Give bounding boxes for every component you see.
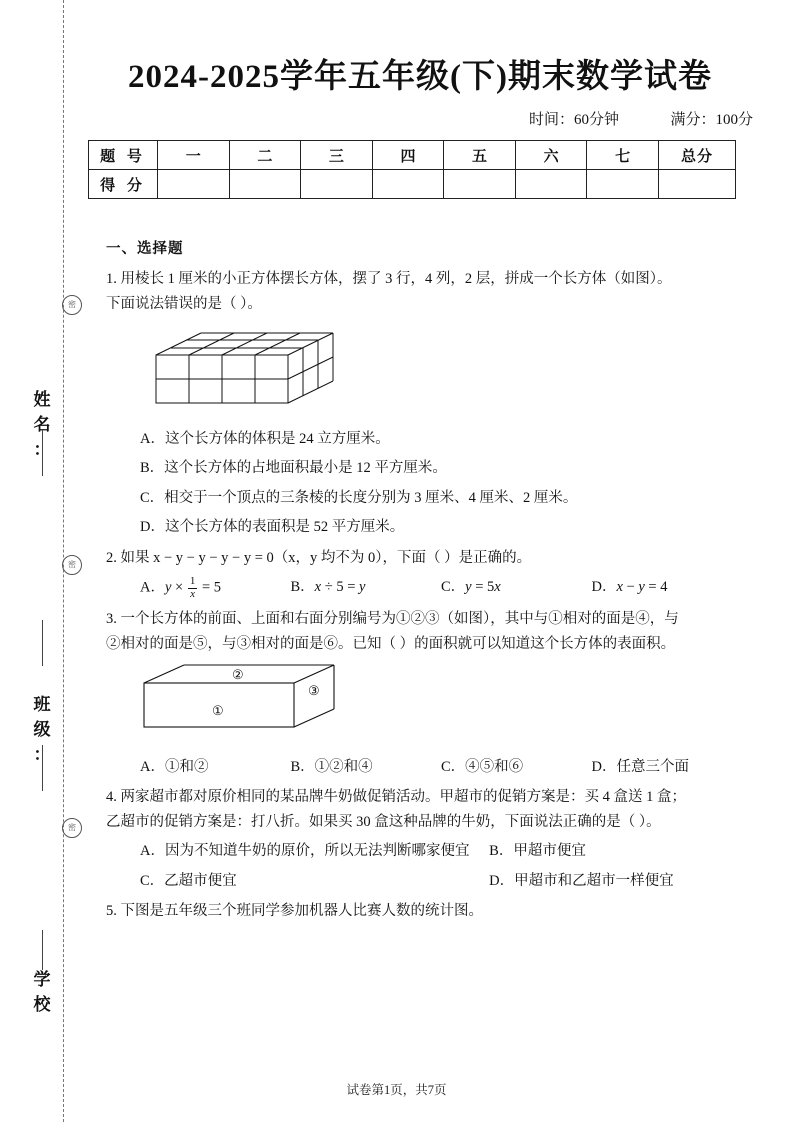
score-table-col-1: 一 xyxy=(158,141,230,170)
time-label: 时间：60分钟 xyxy=(528,112,619,128)
score-table-col-4: 四 xyxy=(372,141,444,170)
side-label-class xyxy=(20,690,66,765)
score-table-col-3: 三 xyxy=(301,141,373,170)
question-4-line-1 xyxy=(106,786,742,808)
question-4-option-b[interactable]: B．甲超市便宜 xyxy=(489,843,586,860)
question-1-option-b-text: B．这个长方体的占地面积最小是 12 平方厘米。 xyxy=(140,460,447,477)
exam-meta xyxy=(529,108,753,129)
question-3-option-d[interactable]: D．任意三个面 xyxy=(591,758,689,775)
fraction-one-over-x xyxy=(188,576,198,600)
score-table xyxy=(88,140,736,199)
labeled-cuboid-figure xyxy=(136,661,742,748)
question-3 xyxy=(106,608,742,778)
seal-mark-3: 密 xyxy=(62,818,82,838)
fraction-denominator: x xyxy=(190,587,196,600)
question-2-option-row xyxy=(140,576,742,600)
fraction-numerator: 1 xyxy=(189,575,196,588)
score-table-col-2: 二 xyxy=(229,141,301,170)
question-3-option-c[interactable]: C．④⑤和⑥ xyxy=(441,758,524,775)
score-cell-2[interactable] xyxy=(229,170,301,199)
table-row-scores xyxy=(89,170,736,199)
score-cell-4[interactable] xyxy=(372,170,444,199)
question-1-line-2: 下面说法错误的是（ ）。 xyxy=(106,295,262,312)
score-cell-3[interactable] xyxy=(301,170,373,199)
score-table-col-5: 五 xyxy=(444,141,516,170)
cuboid-unit-cubes-figure xyxy=(146,325,742,420)
question-4-line-2: 乙超市的促销方案是：打八折。如果买 30 盒这种品牌的牛奶，下面说法正确的是（ ）。 xyxy=(106,813,661,830)
face-label-3: ③ xyxy=(308,683,320,699)
question-1-options xyxy=(140,428,742,539)
question-2-option-c[interactable]: C．y = 5x xyxy=(441,579,501,596)
section-title-choice: 一、选择题 xyxy=(106,241,184,257)
question-1-option-a-text: A．这个长方体的体积是 24 立方厘米。 xyxy=(140,430,390,447)
score-table-row-header-1: 题 号 xyxy=(89,141,158,170)
question-4 xyxy=(106,786,742,892)
question-2-line-1 xyxy=(106,547,742,569)
side-label-class-char-1: 班 xyxy=(33,695,53,714)
side-dash-2 xyxy=(42,620,43,666)
question-1-text-1: 用棱长 1 厘米的小正方体摆长方体，摆了 3 行，4 列，2 层，拼成一个长方体（如图）。 xyxy=(120,271,672,288)
question-4-text-1: 两家超市都对原价相同的某品牌牛奶做促销活动。甲超市的促销方案是：买 4 盒送 1 盒； xyxy=(120,789,686,806)
side-label-name-char-1: 姓 xyxy=(33,390,53,409)
question-1 xyxy=(106,268,742,538)
page-footer: 试卷第1页，共7页 xyxy=(346,1083,447,1097)
question-3-option-a[interactable]: A．①和② xyxy=(140,758,209,775)
question-5-line-1 xyxy=(106,900,742,922)
side-label-school-char-2: 校 xyxy=(33,995,53,1014)
side-label-class-char-2: 级 xyxy=(33,720,53,739)
question-2-number: 2. xyxy=(106,549,117,566)
question-1-line-1 xyxy=(106,268,742,290)
question-2-option-a[interactable]: A．y × $\frac{1}{x}$ = 5 xyxy=(140,575,222,600)
question-1-option-a[interactable] xyxy=(140,428,742,450)
question-5-number: 5. xyxy=(106,903,117,920)
question-2-text-1: 如果 x − y − y − y − y = 0（x，y 均不为 0），下面（ ）是正确的。 xyxy=(120,549,532,566)
question-3-number: 3. xyxy=(106,611,117,628)
score-table-total-header: 总分 xyxy=(659,141,736,170)
score-table-col-6: 六 xyxy=(515,141,587,170)
question-4-option-d[interactable]: D．甲超市和乙超市一样便宜 xyxy=(489,872,674,889)
full-score-label: 满分：100分 xyxy=(670,112,753,128)
question-3-option-b[interactable]: B．①②和④ xyxy=(290,758,373,775)
question-3-line-2: ②相对的面是⑤，与③相对的面是⑥。已知（ ）的面积就可以知道这个长方体的表面积。 xyxy=(106,635,676,652)
side-dash-3 xyxy=(42,745,43,791)
cuboid-unit-cubes-svg xyxy=(146,325,346,413)
labeled-cuboid-svg xyxy=(136,661,376,741)
question-4-option-a[interactable]: A．因为不知道牛奶的原价，所以无法判断哪家便宜 xyxy=(140,843,470,860)
seal-mark-1: 密 xyxy=(62,295,82,315)
question-4-options xyxy=(140,840,742,892)
score-table-col-7: 七 xyxy=(587,141,659,170)
question-3-text-1: 一个长方体的前面、上面和右面分别编号为①②③（如图），其中与①相对的面是④，与 xyxy=(120,611,679,628)
question-4-option-row-2 xyxy=(140,870,742,892)
seal-mark-2: 密 xyxy=(62,555,82,575)
score-cell-5[interactable] xyxy=(444,170,516,199)
question-5 xyxy=(106,900,742,922)
question-4-option-c[interactable]: C．乙超市便宜 xyxy=(140,872,237,889)
question-1-option-d-text: D．这个长方体的表面积是 52 平方厘米。 xyxy=(140,519,405,536)
side-label-name-char-2: 名 xyxy=(33,415,53,434)
side-label-name-char-3: ： xyxy=(33,440,53,459)
question-1-number: 1. xyxy=(106,271,117,288)
question-2-option-b[interactable]: B．x ÷ 5 = y xyxy=(290,579,366,596)
score-cell-total[interactable] xyxy=(659,170,736,199)
question-4-number: 4. xyxy=(106,789,117,806)
score-table-row-header-2: 得 分 xyxy=(89,170,158,199)
question-2-option-d[interactable]: D．x − y = 4 xyxy=(591,579,668,596)
question-1-option-b[interactable] xyxy=(140,457,742,479)
question-1-option-c-text: C．相交于一个顶点的三条棱的长度分别为 3 厘米、4 厘米、2 厘米。 xyxy=(140,489,578,506)
exam-body xyxy=(106,238,742,925)
question-1-option-d[interactable] xyxy=(140,516,742,538)
table-row-question-numbers xyxy=(89,141,736,170)
side-label-class-char-3: ： xyxy=(33,745,53,764)
score-cell-1[interactable] xyxy=(158,170,230,199)
score-cell-6[interactable] xyxy=(515,170,587,199)
question-5-text-1: 下图是五年级三个班同学参加机器人比赛人数的统计图。 xyxy=(120,903,483,920)
side-label-name xyxy=(20,385,66,460)
question-3-option-row xyxy=(140,756,742,778)
question-4-option-row-1 xyxy=(140,840,742,862)
question-2-options xyxy=(140,576,742,600)
question-3-options xyxy=(140,756,742,778)
side-label-column xyxy=(20,0,76,1122)
side-label-school xyxy=(20,965,66,1015)
page-title: 2024-2025学年五年级(下)期末数学试卷 xyxy=(128,59,712,95)
question-3-line-1 xyxy=(106,608,742,630)
score-cell-7[interactable] xyxy=(587,170,659,199)
question-2 xyxy=(106,547,742,601)
face-label-2: ② xyxy=(232,667,244,683)
side-dash-1 xyxy=(42,430,43,476)
face-label-1: ① xyxy=(212,703,224,719)
question-1-option-c[interactable] xyxy=(140,487,742,509)
side-label-school-char-1: 学 xyxy=(33,970,53,989)
side-dash-4 xyxy=(42,930,43,970)
